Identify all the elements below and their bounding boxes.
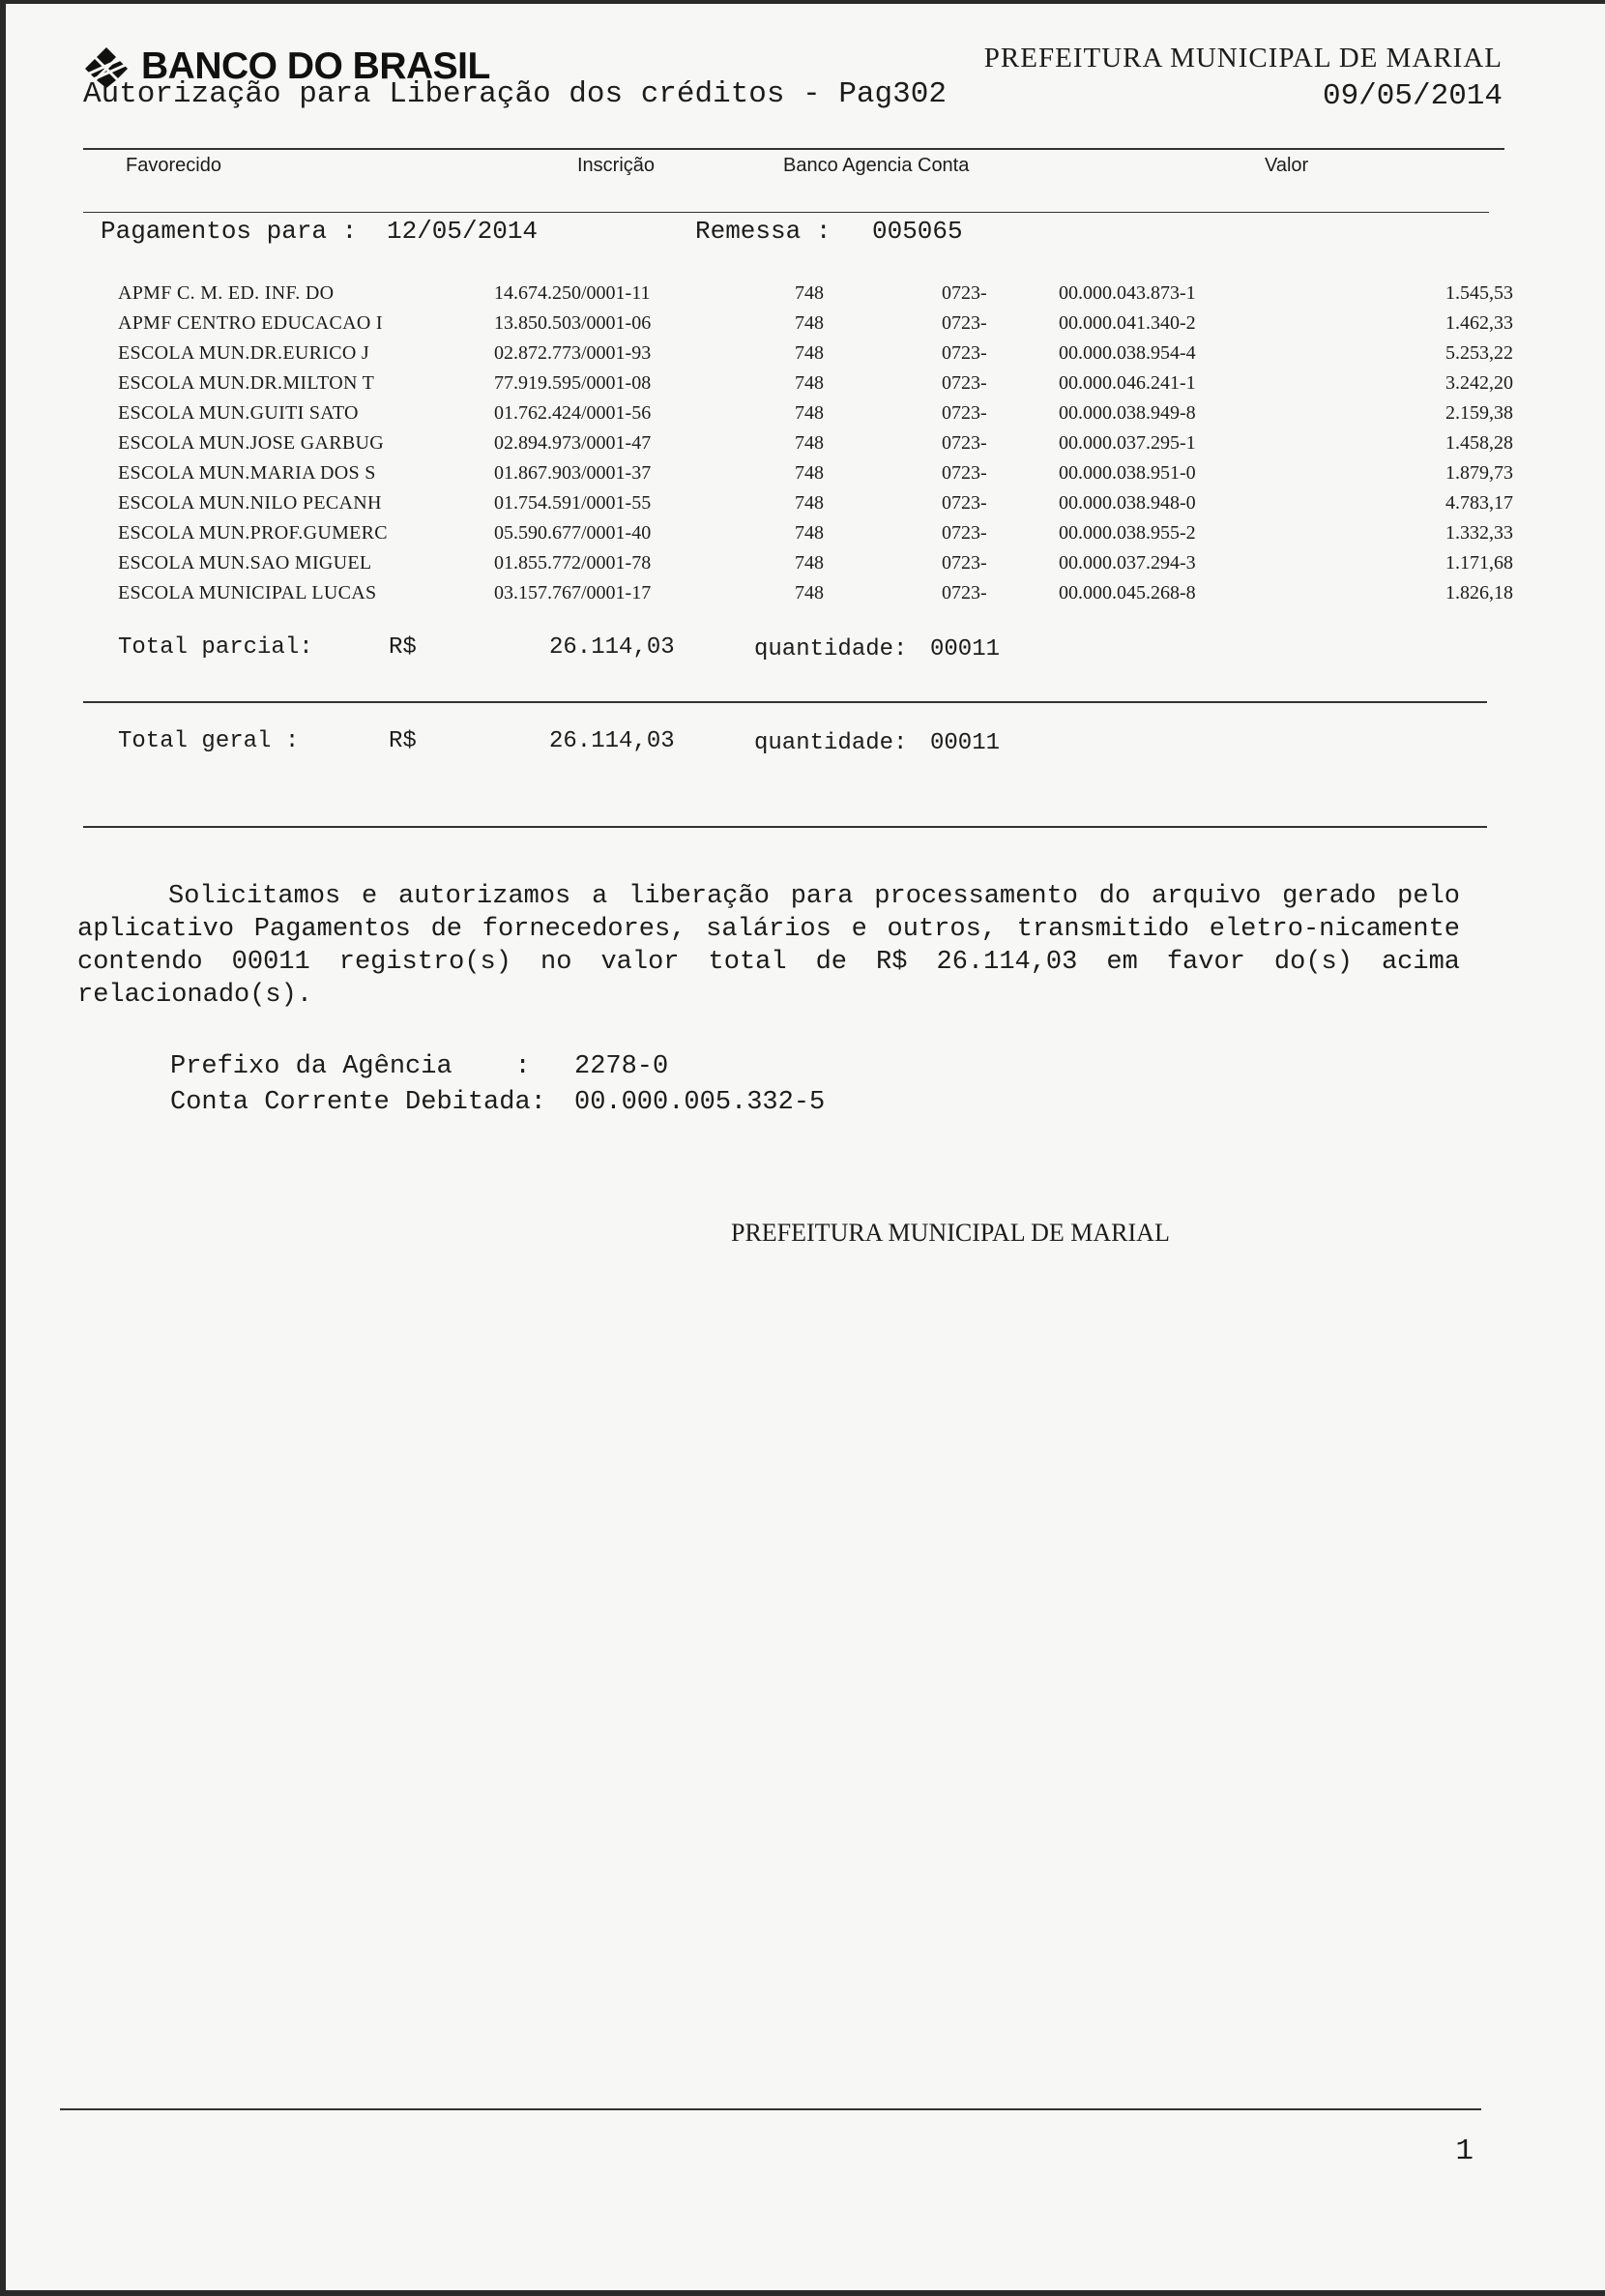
- row-valor: 1.545,53: [1445, 282, 1513, 304]
- row-valor: 1.332,33: [1445, 522, 1513, 544]
- row-banco: 748: [795, 432, 824, 454]
- row-agencia: 0723-: [942, 522, 987, 544]
- row-banco: 748: [795, 522, 824, 544]
- conta-debitada-label: Conta Corrente Debitada:: [170, 1088, 546, 1117]
- total-geral-label: Total geral :: [118, 728, 300, 754]
- row-valor: 2.159,38: [1445, 402, 1513, 424]
- row-banco: 748: [795, 462, 824, 484]
- row-favorecido: APMF C. M. ED. INF. DO: [118, 282, 335, 304]
- row-inscricao: 13.850.503/0001-06: [494, 312, 652, 334]
- total-parcial-currency: R$: [389, 634, 417, 661]
- table-row: [0, 432, 1605, 462]
- divider: [83, 148, 1504, 150]
- divider: [83, 701, 1487, 703]
- column-header-inscricao: Inscrição: [577, 155, 656, 176]
- row-favorecido: ESCOLA MUN.NILO PECANH: [118, 492, 382, 514]
- row-inscricao: 01.754.591/0001-55: [494, 492, 652, 514]
- document-title: Autorização para Liberação dos créditos - Pag302: [83, 77, 947, 111]
- row-conta: 00.000.038.951-0: [1059, 462, 1196, 484]
- row-inscricao: 02.872.773/0001-93: [494, 342, 652, 364]
- prefixo-agencia-value: 2278-0: [574, 1052, 669, 1081]
- row-conta: 00.000.038.954-4: [1059, 342, 1196, 364]
- row-favorecido: ESCOLA MUN.GUITI SATO: [118, 402, 359, 424]
- row-inscricao: 77.919.595/0001-08: [494, 372, 652, 394]
- column-header-favorecido: Favorecido: [126, 155, 221, 176]
- bank-name: BANCO DO BRASIL: [141, 45, 490, 87]
- row-agencia: 0723-: [942, 552, 987, 574]
- payment-date: 12/05/2014: [387, 217, 539, 246]
- row-favorecido: ESCOLA MUN.JOSE GARBUG: [118, 432, 384, 454]
- row-conta: 00.000.037.295-1: [1059, 432, 1196, 454]
- row-agencia: 0723-: [942, 342, 987, 364]
- authorization-text: Solicitamos e autorizamos a liberação para processamento do arquivo gerado pelo aplicativo Pagamentos de fornecedores, salários e outros, transmitido eletro-nicamente contendo 00011 registro(s) no valor total de R$ 26.114,03 em favor do(s) acima relacionado(s).: [77, 882, 1460, 1010]
- row-conta: 00.000.046.241-1: [1059, 372, 1196, 394]
- table-row: [0, 492, 1605, 522]
- org-name-header: PREFEITURA MUNICIPAL DE MARIAL: [983, 43, 1503, 74]
- row-valor: 1.171,68: [1445, 552, 1513, 574]
- row-banco: 748: [795, 402, 824, 424]
- document-date: 09/05/2014: [1322, 79, 1503, 113]
- row-inscricao: 01.867.903/0001-37: [494, 462, 652, 484]
- table-row: [0, 582, 1605, 612]
- table-row: [0, 372, 1605, 402]
- row-valor: 1.826,18: [1445, 582, 1513, 603]
- table-row: [0, 522, 1605, 552]
- total-parcial-label: Total parcial:: [118, 634, 313, 661]
- row-conta: 00.000.041.340-2: [1059, 312, 1196, 334]
- row-inscricao: 03.157.767/0001-17: [494, 582, 652, 603]
- row-favorecido: APMF CENTRO EDUCACAO I: [118, 312, 383, 334]
- row-inscricao: 01.855.772/0001-78: [494, 552, 652, 574]
- row-conta: 00.000.038.949-8: [1059, 402, 1196, 424]
- row-favorecido: ESCOLA MUN.MARIA DOS S: [118, 462, 376, 484]
- row-favorecido: ESCOLA MUN.DR.EURICO J: [118, 342, 369, 364]
- row-inscricao: 02.894.973/0001-47: [494, 432, 652, 454]
- row-banco: 748: [795, 312, 824, 334]
- row-banco: 748: [795, 552, 824, 574]
- row-valor: 1.458,28: [1445, 432, 1513, 454]
- footer-divider: [60, 2108, 1481, 2110]
- remessa-number: 005065: [872, 217, 963, 246]
- row-conta: 00.000.038.955-2: [1059, 522, 1196, 544]
- table-row: [0, 282, 1605, 312]
- row-inscricao: 14.674.250/0001-11: [494, 282, 651, 304]
- total-geral-quantity-label: quantidade:: [754, 730, 908, 756]
- row-favorecido: ESCOLA MUNICIPAL LUCAS: [118, 582, 377, 603]
- row-agencia: 0723-: [942, 462, 987, 484]
- total-parcial-quantity-label: quantidade:: [754, 636, 908, 662]
- divider: [83, 212, 1489, 213]
- row-valor: 3.242,20: [1445, 372, 1513, 394]
- row-agencia: 0723-: [942, 432, 987, 454]
- row-conta: 00.000.043.873-1: [1059, 282, 1196, 304]
- row-valor: 5.253,22: [1445, 342, 1513, 364]
- scan-edge-top: [0, 0, 1605, 4]
- row-agencia: 0723-: [942, 402, 987, 424]
- org-name-signature: PREFEITURA MUNICIPAL DE MARIAL: [731, 1219, 1170, 1247]
- table-row: [0, 312, 1605, 342]
- row-valor: 1.879,73: [1445, 462, 1513, 484]
- remessa-label: Remessa :: [695, 217, 832, 246]
- row-inscricao: 01.762.424/0001-56: [494, 402, 652, 424]
- table-row: [0, 552, 1605, 582]
- prefixo-agencia-label: Prefixo da Agência :: [170, 1052, 531, 1081]
- table-row: [0, 402, 1605, 432]
- row-banco: 748: [795, 492, 824, 514]
- total-geral-value: 26.114,03: [549, 728, 675, 754]
- row-inscricao: 05.590.677/0001-40: [494, 522, 652, 544]
- column-header-banco-agencia-conta: Banco Agencia Conta: [783, 155, 970, 176]
- divider: [83, 826, 1487, 828]
- row-favorecido: ESCOLA MUN.SAO MIGUEL: [118, 552, 372, 574]
- total-parcial-value: 26.114,03: [549, 634, 675, 661]
- row-agencia: 0723-: [942, 312, 987, 334]
- table-row: [0, 462, 1605, 492]
- table-row: [0, 342, 1605, 372]
- column-header-valor: Valor: [1265, 155, 1309, 176]
- authorization-paragraph: [77, 880, 1460, 1012]
- row-conta: 00.000.037.294-3: [1059, 552, 1196, 574]
- row-banco: 748: [795, 372, 824, 394]
- payment-date-label: Pagamentos para :: [101, 217, 358, 246]
- row-banco: 748: [795, 582, 824, 603]
- row-agencia: 0723-: [942, 282, 987, 304]
- row-valor: 4.783,17: [1445, 492, 1513, 514]
- total-parcial-quantity: 00011: [930, 636, 1001, 662]
- row-agencia: 0723-: [942, 372, 987, 394]
- conta-debitada-value: 00.000.005.332-5: [574, 1088, 826, 1117]
- row-banco: 748: [795, 282, 824, 304]
- row-agencia: 0723-: [942, 492, 987, 514]
- total-geral-quantity: 00011: [930, 730, 1001, 756]
- total-geral-currency: R$: [389, 728, 417, 754]
- row-valor: 1.462,33: [1445, 312, 1513, 334]
- row-conta: 00.000.038.948-0: [1059, 492, 1196, 514]
- scan-edge-bottom: [0, 2290, 1605, 2296]
- row-banco: 748: [795, 342, 824, 364]
- page-number: 1: [1455, 2134, 1474, 2168]
- row-conta: 00.000.045.268-8: [1059, 582, 1196, 603]
- row-agencia: 0723-: [942, 582, 987, 603]
- row-favorecido: ESCOLA MUN.PROF.GUMERC: [118, 522, 388, 544]
- row-favorecido: ESCOLA MUN.DR.MILTON T: [118, 372, 375, 394]
